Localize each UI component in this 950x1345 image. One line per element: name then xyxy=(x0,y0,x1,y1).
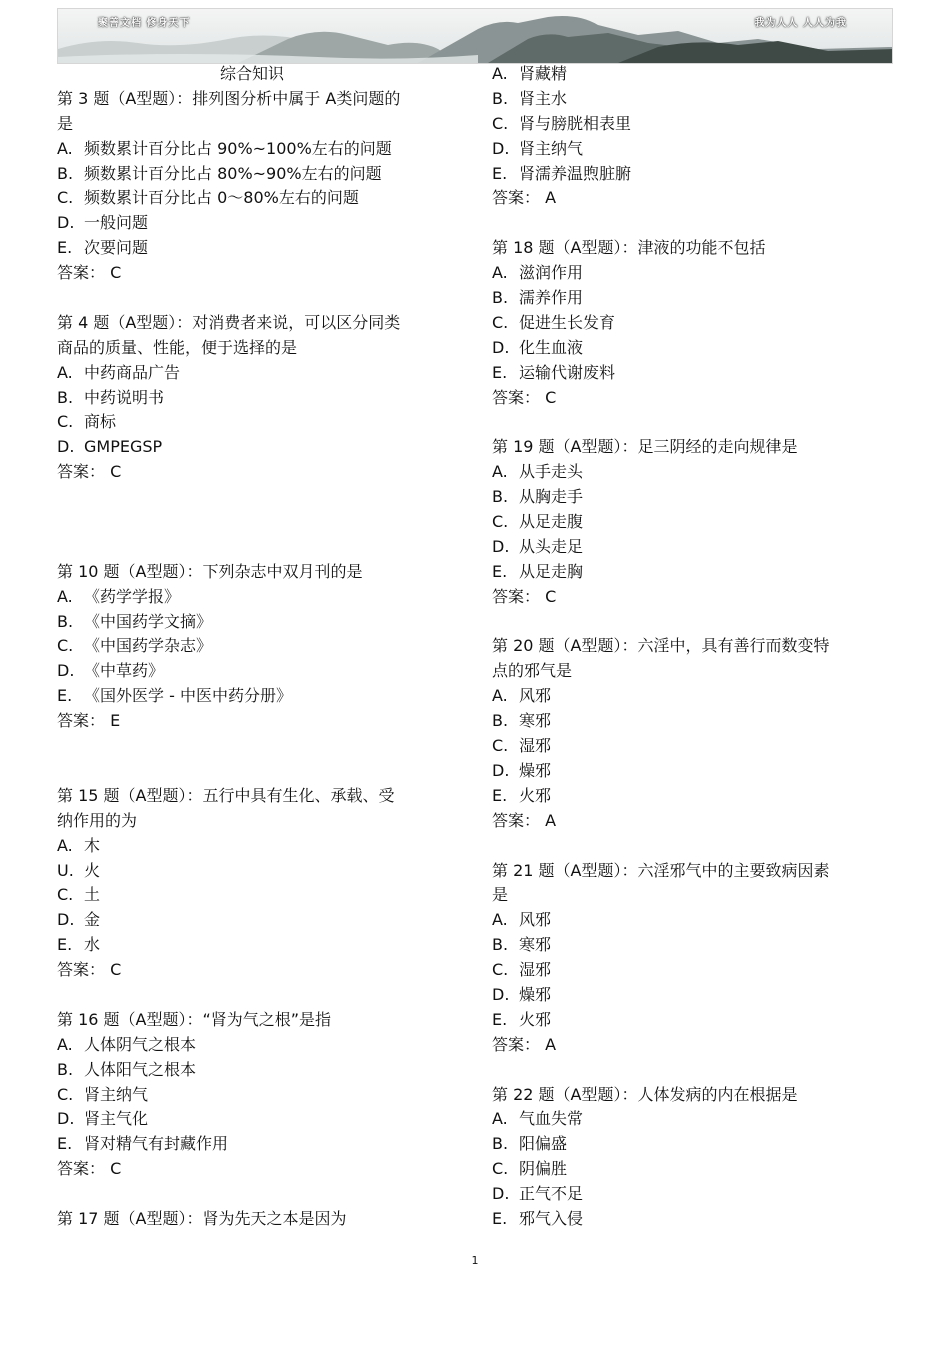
option-key: B. xyxy=(57,163,74,183)
answer-option xyxy=(492,933,887,958)
answer-option xyxy=(492,286,887,311)
option-key: E. xyxy=(492,785,508,805)
spacer xyxy=(57,734,457,759)
left-column xyxy=(57,62,457,1232)
answer-line: 答案： C xyxy=(57,263,122,283)
document-title: 综合知识 xyxy=(219,64,284,83)
option-key: D. xyxy=(57,661,75,681)
option-text: 人体阳气之根本 xyxy=(84,1059,197,1079)
option-key: B. xyxy=(492,935,509,955)
answer-line: 答案： C xyxy=(492,387,557,407)
answer-option xyxy=(492,1207,887,1232)
spacer xyxy=(492,211,887,236)
option-text: 寒邪 xyxy=(519,711,552,731)
answer-option xyxy=(492,958,887,983)
option-text: 人体阴气之根本 xyxy=(84,1034,197,1054)
answer-option xyxy=(57,883,457,908)
spacer xyxy=(57,286,457,311)
option-text: 湿邪 xyxy=(519,736,552,756)
option-key: A. xyxy=(492,910,508,930)
option-text: 火邪 xyxy=(519,1009,552,1029)
option-key: C. xyxy=(57,885,74,905)
answer-option xyxy=(492,560,887,585)
option-text: 肾藏精 xyxy=(519,64,568,83)
answer-option xyxy=(492,1107,887,1132)
question-text: 第 21 题（A型题）：六淫邪气中的主要致病因素 xyxy=(492,860,830,880)
option-text: 湿邪 xyxy=(519,960,552,980)
answer-option xyxy=(492,510,887,535)
option-text: 燥邪 xyxy=(519,984,552,1004)
option-text: 从足走腹 xyxy=(519,512,584,532)
option-key: C. xyxy=(492,312,509,332)
answer-option xyxy=(57,186,457,211)
option-key: A. xyxy=(492,64,508,83)
option-text: 濡养作用 xyxy=(519,288,584,308)
option-key: B. xyxy=(492,487,509,507)
question-text: 是 xyxy=(57,113,74,133)
option-key: D. xyxy=(57,437,75,457)
answer-option xyxy=(492,485,887,510)
option-text: 《国外医学 - 中医中药分册》 xyxy=(84,686,292,706)
answer-option xyxy=(57,859,457,884)
option-key: A. xyxy=(492,1109,508,1129)
question-text: 第 3 题（A型题）：排列图分析中属于 A类问题的 xyxy=(57,88,401,108)
option-key: C. xyxy=(57,636,74,656)
spacer xyxy=(492,610,887,635)
option-text: 风邪 xyxy=(519,910,552,930)
option-key: D. xyxy=(57,1109,75,1129)
option-text: 肾与膀胱相表里 xyxy=(519,113,632,133)
option-key: B. xyxy=(492,288,509,308)
answer-option xyxy=(57,908,457,933)
option-text: 木 xyxy=(84,835,101,855)
option-text: 频数累计百分比占 0～80%左右的问题 xyxy=(84,188,359,208)
answer-option xyxy=(492,784,887,809)
answer-option xyxy=(57,659,457,684)
answer-option xyxy=(57,435,457,460)
option-key: C. xyxy=(57,412,74,432)
answer-option xyxy=(492,361,887,386)
question-text: 第 10 题（A型题）：下列杂志中双月刊的是 xyxy=(57,561,363,581)
spacer xyxy=(57,1182,457,1207)
page-number: 1 xyxy=(471,1254,479,1267)
answer-option xyxy=(57,684,457,709)
option-key: D. xyxy=(492,536,510,556)
option-key: D. xyxy=(492,984,510,1004)
option-key: D. xyxy=(57,910,75,930)
question-text: 第 16 题（A型题）：“肾为气之根”是指 xyxy=(57,1009,332,1029)
answer-option xyxy=(492,709,887,734)
answer-option xyxy=(492,311,887,336)
spacer xyxy=(492,834,887,859)
answer-option xyxy=(492,1132,887,1157)
option-key: B. xyxy=(57,611,74,631)
answer-option xyxy=(57,634,457,659)
answer-option xyxy=(492,908,887,933)
option-key: C. xyxy=(492,512,509,532)
answer-option xyxy=(57,610,457,635)
banner-slogan-left: 聚善文档 修身天下 xyxy=(98,18,191,29)
answer-option xyxy=(57,386,457,411)
option-text: 《中国药学文摘》 xyxy=(84,611,213,631)
question-text: 点的邪气是 xyxy=(492,661,573,681)
option-text: 金 xyxy=(84,910,101,930)
answer-line: 答案： C xyxy=(57,462,122,482)
answer-option xyxy=(57,410,457,435)
question-text: 第 22 题（A型题）：人体发病的内在根据是 xyxy=(492,1084,798,1104)
option-key: B. xyxy=(57,1059,74,1079)
option-key: E. xyxy=(492,362,508,382)
option-text: 从胸走手 xyxy=(519,487,584,507)
option-text: 一般问题 xyxy=(84,213,149,233)
option-text: 火邪 xyxy=(519,785,552,805)
answer-option xyxy=(57,834,457,859)
option-text: 肾主纳气 xyxy=(84,1084,149,1104)
option-key: C. xyxy=(492,1159,509,1179)
option-key: B. xyxy=(492,1134,509,1154)
option-key: U. xyxy=(57,860,74,880)
answer-option xyxy=(492,112,887,137)
option-key: B. xyxy=(492,711,509,731)
answer-option xyxy=(57,211,457,236)
answer-option xyxy=(492,684,887,709)
option-key: A. xyxy=(492,263,508,283)
option-key: D. xyxy=(492,760,510,780)
option-key: A. xyxy=(57,1034,73,1054)
header-banner xyxy=(57,8,893,64)
option-key: E. xyxy=(492,561,508,581)
answer-option xyxy=(492,1008,887,1033)
banner-slogan-right: 我为人人 人人为我 xyxy=(754,18,847,29)
answer-line: 答案： A xyxy=(492,810,557,830)
option-key: E. xyxy=(492,163,508,183)
option-text: 寒邪 xyxy=(519,935,552,955)
answer-option xyxy=(492,1182,887,1207)
answer-option xyxy=(492,983,887,1008)
spacer xyxy=(492,410,887,435)
spacer xyxy=(57,535,457,560)
option-text: 频数累计百分比占 80%~90%左右的问题 xyxy=(84,163,382,183)
option-key: E. xyxy=(57,686,73,706)
answer-option xyxy=(492,261,887,286)
answer-option xyxy=(492,734,887,759)
option-key: C. xyxy=(492,960,509,980)
option-text: 肾主纳气 xyxy=(519,138,584,158)
option-key: D. xyxy=(492,1184,510,1204)
question-text: 第 19 题（A型题）：足三阴经的走向规律是 xyxy=(492,437,798,457)
answer-line: 答案： E xyxy=(57,711,121,731)
option-key: A. xyxy=(492,462,508,482)
option-text: 《中国药学杂志》 xyxy=(84,636,213,656)
option-text: 土 xyxy=(84,885,101,905)
option-text: 火 xyxy=(84,860,101,880)
answer-line: 答案： A xyxy=(492,188,557,208)
option-key: C. xyxy=(492,113,509,133)
option-text: 风邪 xyxy=(519,686,552,706)
option-key: E. xyxy=(492,1208,508,1228)
option-text: 促进生长发育 xyxy=(519,312,616,332)
question-text: 是 xyxy=(492,885,509,905)
option-key: D. xyxy=(57,213,75,233)
answer-option xyxy=(492,1157,887,1182)
option-text: 阳偏盛 xyxy=(519,1134,568,1154)
answer-option xyxy=(492,62,887,87)
option-text: 水 xyxy=(84,935,101,955)
spacer xyxy=(57,759,457,784)
answer-option xyxy=(57,236,457,261)
question-text: 第 4 题（A型题）：对消费者来说，可以区分同类 xyxy=(57,312,401,332)
answer-option xyxy=(492,460,887,485)
answer-option xyxy=(492,137,887,162)
option-key: E. xyxy=(57,935,73,955)
option-key: C. xyxy=(57,1084,74,1104)
question-text: 商品的质量、性能，便于选择的是 xyxy=(57,337,298,357)
answer-line: 答案： A xyxy=(492,1034,557,1054)
option-key: E. xyxy=(57,238,73,258)
answer-option xyxy=(492,535,887,560)
question-text: 第 18 题（A型题）：津液的功能不包括 xyxy=(492,238,766,258)
option-text: 化生血液 xyxy=(519,337,584,357)
spacer xyxy=(57,485,457,510)
answer-option xyxy=(57,137,457,162)
option-text: 正气不足 xyxy=(519,1184,584,1204)
option-text: 《中草药》 xyxy=(84,661,165,681)
question-text: 第 15 题（A型题）：五行中具有生化、承载、受 xyxy=(57,785,395,805)
spacer xyxy=(57,983,457,1008)
option-text: 肾对精气有封藏作用 xyxy=(84,1134,229,1154)
answer-option xyxy=(57,162,457,187)
answer-option xyxy=(57,361,457,386)
answer-option xyxy=(492,87,887,112)
right-column xyxy=(492,62,887,1232)
option-key: A. xyxy=(57,586,73,606)
answer-option xyxy=(57,585,457,610)
answer-line: 答案： C xyxy=(57,1159,122,1179)
option-key: E. xyxy=(57,1134,73,1154)
option-text: 阴偏胜 xyxy=(519,1159,568,1179)
option-text: 次要问题 xyxy=(84,238,149,258)
answer-option xyxy=(57,1058,457,1083)
question-text: 第 17 题（A型题）：肾为先天之本是因为 xyxy=(57,1208,347,1228)
spacer xyxy=(492,1058,887,1083)
option-text: 商标 xyxy=(84,412,117,432)
option-text: 中药说明书 xyxy=(84,387,165,407)
option-key: A. xyxy=(57,138,73,158)
answer-option xyxy=(57,1132,457,1157)
option-key: A. xyxy=(57,835,73,855)
option-key: C. xyxy=(57,188,74,208)
question-text: 第 20 题（A型题）：六淫中，具有善行而数变特 xyxy=(492,636,830,656)
question-text: 纳作用的为 xyxy=(57,810,138,830)
answer-option xyxy=(492,162,887,187)
option-text: 中药商品广告 xyxy=(84,362,181,382)
option-key: A. xyxy=(57,362,73,382)
answer-option xyxy=(57,1033,457,1058)
option-text: 肾主水 xyxy=(519,88,568,108)
option-key: A. xyxy=(492,686,508,706)
answer-line: 答案： C xyxy=(57,960,122,980)
option-key: D. xyxy=(492,138,510,158)
option-text: 肾主气化 xyxy=(84,1109,149,1129)
option-text: 气血失常 xyxy=(519,1109,584,1129)
answer-option xyxy=(57,1107,457,1132)
option-text: 从头走足 xyxy=(519,536,584,556)
option-key: D. xyxy=(492,337,510,357)
option-text: 运输代谢废料 xyxy=(519,362,616,382)
spacer xyxy=(57,510,457,535)
option-text: 肾濡养温煦脏腑 xyxy=(519,163,632,183)
answer-option xyxy=(57,1083,457,1108)
option-text: 滋润作用 xyxy=(519,263,584,283)
option-text: 《药学学报》 xyxy=(84,586,181,606)
option-text: GMPEGSP xyxy=(84,437,163,457)
option-key: B. xyxy=(492,88,509,108)
option-key: E. xyxy=(492,1009,508,1029)
answer-option xyxy=(57,933,457,958)
answer-line: 答案： C xyxy=(492,586,557,606)
option-text: 从足走胸 xyxy=(519,561,584,581)
answer-option xyxy=(492,759,887,784)
option-key: B. xyxy=(57,387,74,407)
option-text: 从手走头 xyxy=(519,462,584,482)
option-text: 邪气入侵 xyxy=(519,1208,584,1228)
option-text: 频数累计百分比占 90%~100%左右的问题 xyxy=(84,138,392,158)
option-text: 燥邪 xyxy=(519,760,552,780)
option-key: C. xyxy=(492,736,509,756)
answer-option xyxy=(492,336,887,361)
